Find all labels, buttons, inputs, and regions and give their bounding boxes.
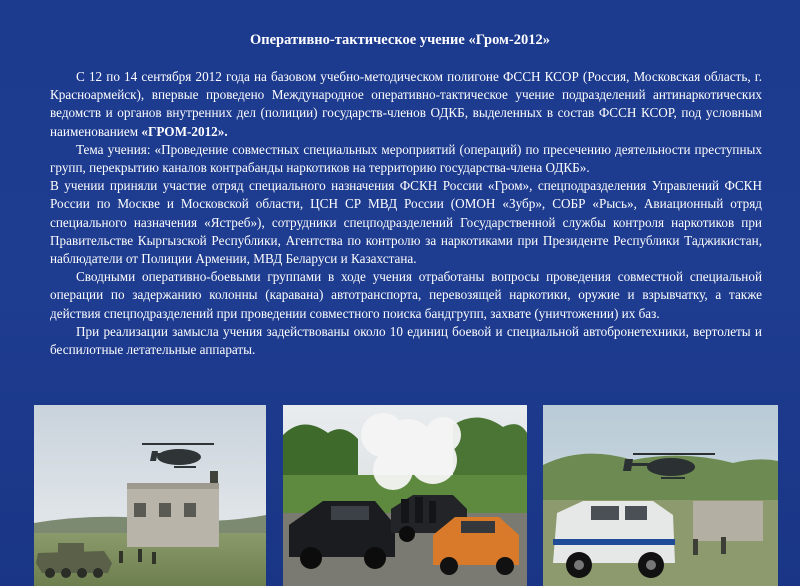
- exercise-name: «ГРОМ-2012».: [141, 123, 228, 139]
- body-text: [50, 68, 762, 359]
- paragraph-1: [50, 68, 762, 141]
- photo-armored-vehicle: [543, 405, 778, 586]
- paragraph-2: Тема учения: «Проведение совместных специальных мероприятий (операций) по пресечению деятельности преступных групп, перекрытию каналов контрабанды наркотиков на территорию государства-члена ОДКБ».: [50, 141, 762, 176]
- paragraph-4: Сводными оперативно-боевыми группами в ходе учения отработаны вопросы проведения совместной специальной операции по задержанию колонны (каравана) автотранспорта, перевозящей наркотики, оружие и взрывчатку, а также действия спецподразделений при проведении совместного поиска бандгрупп, захвате (уничтожении) их баз.: [50, 269, 762, 321]
- paragraph-3: В учении приняли участие отряд специального назначения ФСКН России «Гром», спецподразделения Управлений ФСКН России по Москве и Московской области, ЦСН СР МВД России (ОМОН «Зубр», СОБР «Рысь», Авиационный отряд специального назначения «Ястреб»), сотрудники спецподразделений Государственной службы контроля наркотиков при Правительстве Кыргызской Республики, Агентства по контролю за наркотиками при Президенте Республики Таджикистан, наблюдатели от Полиции Армении, МВД Беларуси и Казахстана.: [50, 178, 762, 267]
- paragraph-1-text: С 12 по 14 сентября 2012 года на базовом учебно-методическом полигоне ФССН КСОР (Россия, Московская область, г. Красноармейск), впервые проведено Международное оперативно-тактическое учение подразделений антинаркотических ведомств и органов внутренних дел (полиции) государств-членов ОДКБ, выделенных в состав ФССН КСОР, под условным наименованием: [50, 69, 762, 139]
- photo-cars-smoke: [283, 405, 527, 586]
- paragraph-5: При реализации замысла учения задействованы около 10 единиц боевой и специальной автобронетехники, вертолеты и беспилотные летательные аппараты.: [50, 323, 762, 358]
- slide-title: Оперативно-тактическое учение «Гром-2012»: [249, 32, 551, 48]
- photo-helicopter-building: [34, 405, 266, 586]
